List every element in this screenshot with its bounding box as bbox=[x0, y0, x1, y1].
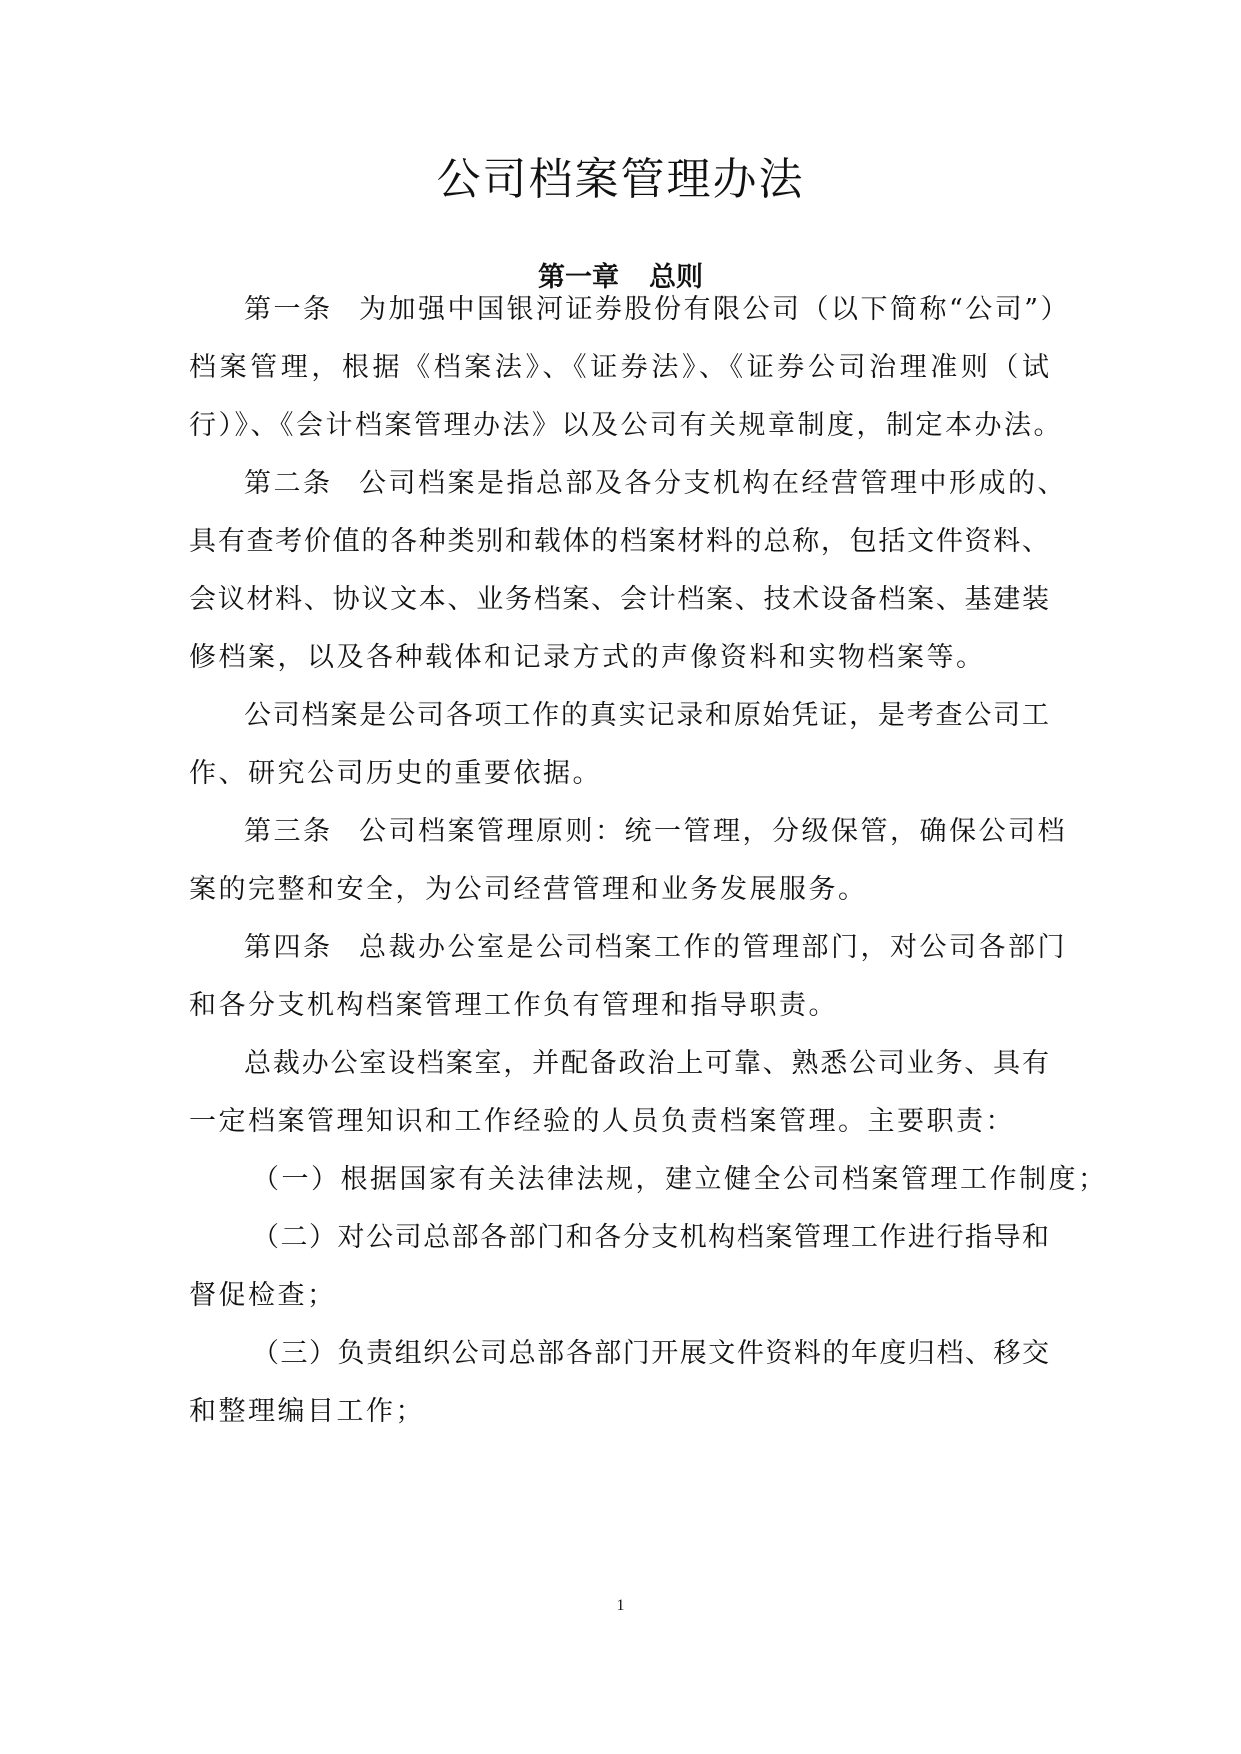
article-3-line-2: 案的完整和安全，为公司经营管理和业务发展服务。 bbox=[189, 874, 868, 905]
article-label: 第一条 bbox=[244, 294, 333, 325]
duty-item-2-line-2: 督促检查； bbox=[189, 1280, 337, 1311]
article-4-para-2-line-1: 总裁办公室设档案室，并配备政治上可靠、熟悉公司业务、具有 bbox=[244, 1048, 1049, 1079]
article-2-line-1: 第二条 公司档案是指总部及各分支机构在经营管理中形成的、 bbox=[244, 464, 1049, 504]
article-2-para-2-line-1: 公司档案是公司各项工作的真实记录和原始凭证，是考查公司工 bbox=[244, 700, 1049, 731]
article-label: 第四条 bbox=[244, 932, 333, 963]
document-title: 公司档案管理办法 bbox=[436, 154, 805, 205]
article-2-line-2: 具有查考价值的各种类别和载体的档案材料的总称，包括文件资料、 bbox=[189, 526, 1049, 557]
article-4-para-2-line-2: 一定档案管理知识和工作经验的人员负责档案管理。主要职责： bbox=[189, 1106, 1015, 1137]
chapter-name: 总则 bbox=[649, 262, 703, 293]
article-2-line-3: 会议材料、协议文本、业务档案、会计档案、技术设备档案、基建装 bbox=[189, 584, 1049, 615]
page-number: 1 bbox=[616, 1597, 625, 1614]
article-1-line-1: 第一条 为加强中国银河证券股份有限公司（以下简称“公司”） bbox=[244, 290, 1049, 330]
duty-item-2-line-1: （二）对公司总部各部门和各分支机构档案管理工作进行指导和 bbox=[252, 1222, 1049, 1253]
article-1-line-2: 档案管理，根据《档案法》、《证券法》、《证券公司治理准则（试 bbox=[189, 352, 1049, 383]
duty-item-1: （一）根据国家有关法律法规，建立健全公司档案管理工作制度； bbox=[252, 1164, 1108, 1195]
article-2-line-4: 修档案，以及各种载体和记录方式的声像资料和实物档案等。 bbox=[189, 642, 986, 673]
chapter-number: 第一章 bbox=[538, 262, 619, 293]
article-3-line-1: 第三条 公司档案管理原则：统一管理，分级保管，确保公司档 bbox=[244, 812, 1049, 852]
article-label: 第二条 bbox=[244, 468, 333, 499]
article-4-line-2: 和各分支机构档案管理工作负有管理和指导职责。 bbox=[189, 990, 838, 1021]
duty-item-3-line-1: （三）负责组织公司总部各部门开展文件资料的年度归档、移交 bbox=[252, 1338, 1049, 1369]
duty-item-3-line-2: 和整理编目工作； bbox=[189, 1396, 425, 1427]
article-2-para-2-line-2: 作、研究公司历史的重要依据。 bbox=[189, 758, 602, 789]
article-4-line-1: 第四条 总裁办公室是公司档案工作的管理部门，对公司各部门 bbox=[244, 928, 1049, 968]
article-1-line-3: 行）》、《会计档案管理办法》以及公司有关规章制度，制定本办法。 bbox=[189, 410, 1063, 441]
article-label: 第三条 bbox=[244, 816, 333, 847]
